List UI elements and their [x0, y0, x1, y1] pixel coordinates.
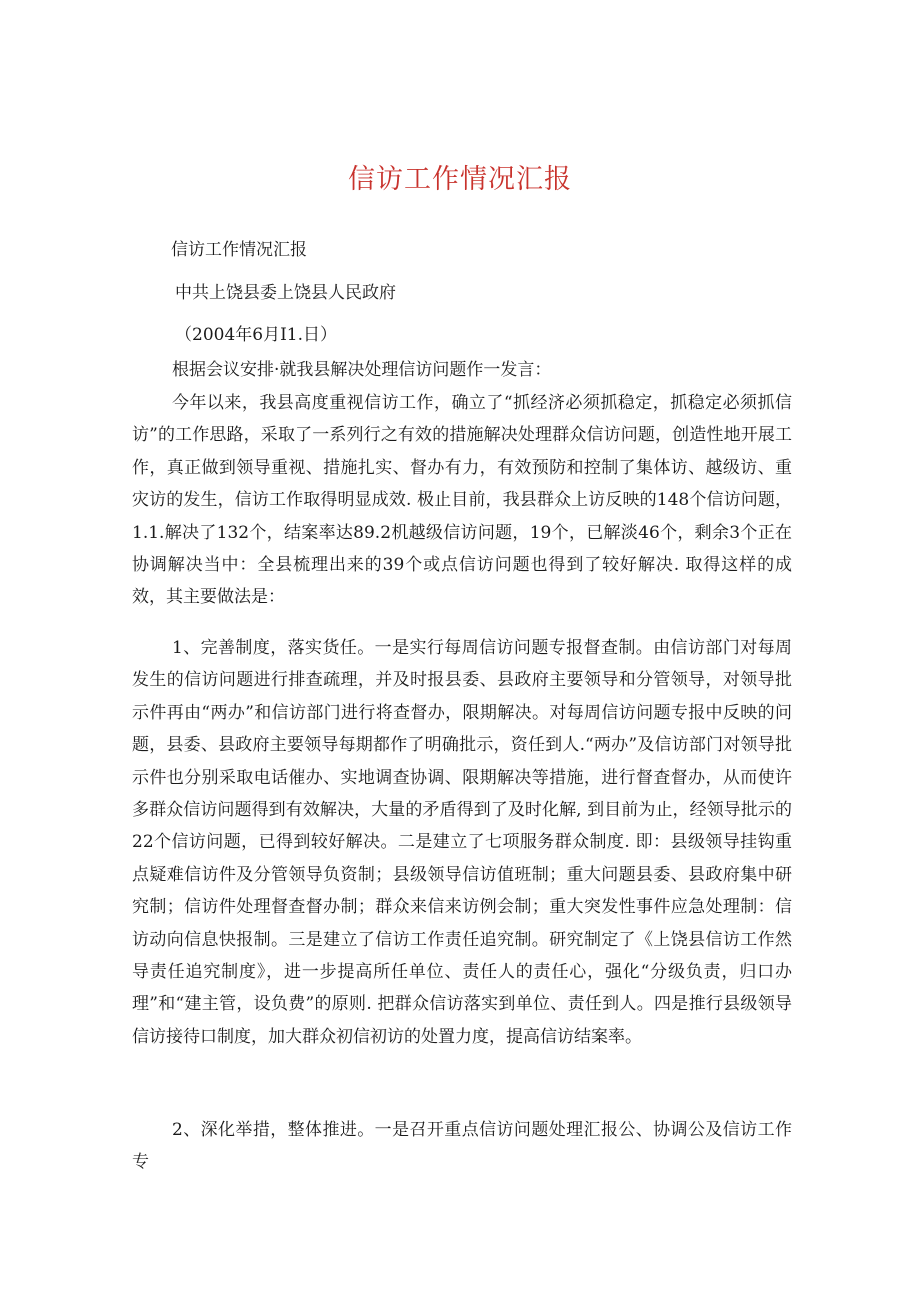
document-subtitle: 信访工作情况汇报: [171, 240, 307, 260]
document-title: 信访工作情况汇报: [348, 164, 572, 195]
issuer-line: 中共上饶县委上饶县人民政府: [175, 283, 396, 303]
date-line: （2004年6月I1.日）: [175, 325, 338, 345]
paragraph-section-2: 2、深化举措，整体推进。一是召开重点信访问题处理汇报公、协调公及信访工作专: [132, 1120, 792, 1173]
paragraph-overview: 今年以来，我县高度重视信访工作，确立了“抓经济必须抓稳定，抓稳定必须抓信访”的工作思路，采取了一系列行之有效的措施解决处理群众信访问题，创造性地开展工作，真正做到领导重视、措施扎实、督办有力，有效预防和控制了集体访、越级访、重灾访的发生，信访工作取得明显成效. 极止目前，我县群众上访反映的148个信访问题，1.1.解决了132个，结案率达89.2机越级信访问题，19个，已解淡46个，剩余3个正在协调解决当中：全县梳理出来的39个或点信访问题也得到了较好解决. 取得这样的成效，其主要做法是：: [132, 393, 792, 608]
intro-line: 根据会议安排·就我县解决处理信访问题作一发言：: [172, 360, 552, 380]
paragraph-section-1: 1、完善制度，落实货任。一是实行每周信访问题专报督查制。由信访部门对每周发生的信访问题进行排查疏理，并及时报县委、县政府主要领导和分管领导，对领导批示件再由“两办”和信访部门进行将查督办，限期解决。对每周信访问题专报中反映的问题，县委、县政府主要领导每期都作了明确批示，资任到人.“两办”及信访部门对领导批示件也分别采取电话催办、实地调查协调、限期解决等措施，进行督査督办，从而使许多群众信访问题得到有效解决，大量的矛盾得到了及时化解, 到目前为止，经领导批示的22个信访问题，已得到较好解决。二是建立了七项服务群众制度. 即：县级领导挂钩重点疑难信访件及分管领导负资制；县级领导信访值班制；重大问题县委、县政府集中研究制；信访件处理督查督办制；群众来信来访例会制；重大突发性事件应急处理制：信访动向信息快报制。三是建立了信访工作责任追究制。研究制定了《上饶县信访工作然导责任追究制度》，进一步提高所任单位、责任人的责任心，强化“分级负责，归口办理”和“建主管，设负费”的原则. 把群众信访落实到单位、责任到人。四是推行县级领导信访接待口制度，加大群众初信初访的处置力度，提高信访结案率。: [132, 638, 792, 1047]
